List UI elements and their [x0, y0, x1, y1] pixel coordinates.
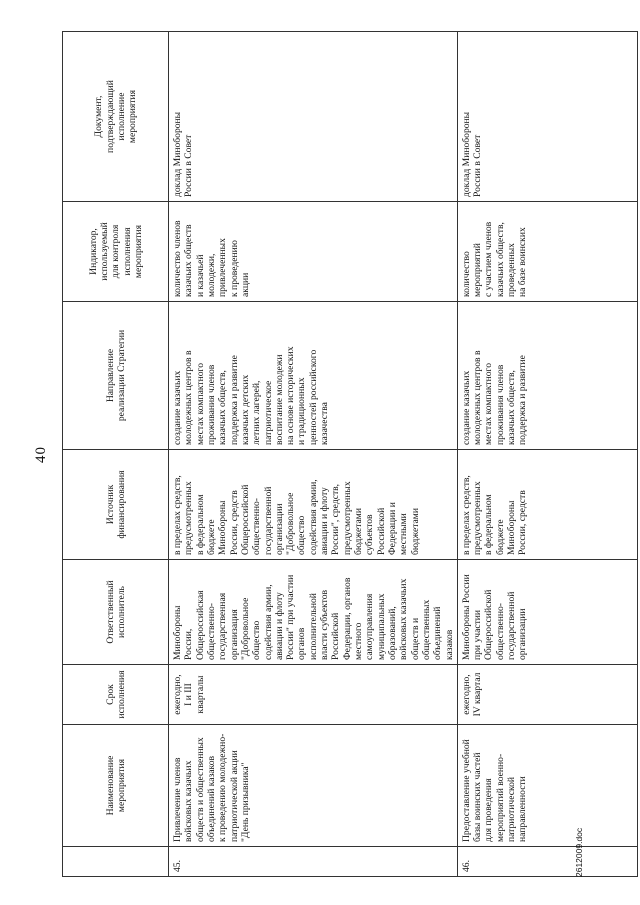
header-strategy-direction: Направление реализации Стратегии — [63, 302, 169, 450]
row-number: 46. — [457, 847, 637, 877]
document-file-id: 2612009.doc — [574, 827, 584, 877]
table-row — [457, 32, 637, 877]
header-financing: Источник финансирования — [63, 450, 169, 560]
row-number: 45. — [169, 847, 458, 877]
header-term: Срок исполнения — [63, 665, 169, 725]
strategy-direction: создание казачьих молодежных центров в местах компактного проживания членов казачьих обществ, поддержка и развитие казачьих детских летних лагерей, патриотическое воспитание молодежи на основе исторических и традиционных ценностей российского казачества — [169, 302, 458, 450]
header-number — [63, 847, 169, 877]
header-confirming-document: Документ, подтверждающий исполнение мероприятия — [63, 32, 169, 202]
responsible: Минобороны России при участии Общероссийской общественно- государственной организации — [457, 560, 637, 665]
indicator: количество членов казачьих обществ и казачьей молодежи, привлеченных к проведению акции — [169, 202, 458, 302]
responsible: Минобороны России, Общероссийская общественно- государственная организация "Добровольное общество содействия армии, авиации и флоту России" при участии органов исполнительной власти субъектов Российской Федерации, органов местного самоуправления муниципальных образований, войсковых казачьих обществ и общественных объединений казаков — [169, 560, 458, 665]
header-responsible: Ответственный исполнитель — [63, 560, 169, 665]
table-header-row — [63, 32, 169, 877]
indicator: количество мероприятий с участием членов казачьих обществ, проведенных на базе воинских — [457, 202, 637, 302]
financing: в пределах средств, предусмотренных в федеральном бюджете Минобороны России, средств — [457, 450, 637, 560]
table-row — [169, 32, 458, 877]
measure-name: Предоставление учебной базы воинских частей для проведения мероприятий военно- патриотической направленности — [457, 725, 637, 847]
confirming-document: доклад Минобороны России в Совет — [457, 32, 637, 202]
financing: в пределах средств, предусмотренных в федеральном бюджете Минобороны России, средств Общероссийской общественно- государственной организации "Добровольное общество содействия армии, авиации и флоту России", средств, предусмотренных бюджетами субъектов Российской Федерации и местными бюджетами — [169, 450, 458, 560]
term: ежегодно, I и III кварталы — [169, 665, 458, 725]
page-number: 40 — [33, 446, 49, 463]
header-measure-name: Наименование мероприятия — [63, 725, 169, 847]
header-indicator: Индикатор, используемый для контроля исполнения мероприятия — [63, 202, 169, 302]
confirming-document: доклад Минобороны России в Совет — [169, 32, 458, 202]
measures-table — [62, 31, 638, 877]
rotated-document-page — [25, 32, 592, 877]
term: ежегодно, IV квартал — [457, 665, 637, 725]
measure-name: Привлечение членов войсковых казачьих обществ и общественных объединений казаков к проведению молодежно- патриотической акции "День призывника" — [169, 725, 458, 847]
strategy-direction: создание казачьих молодежных центров в местах компактного проживания членов казачьих обществ, поддержка и развитие — [457, 302, 637, 450]
